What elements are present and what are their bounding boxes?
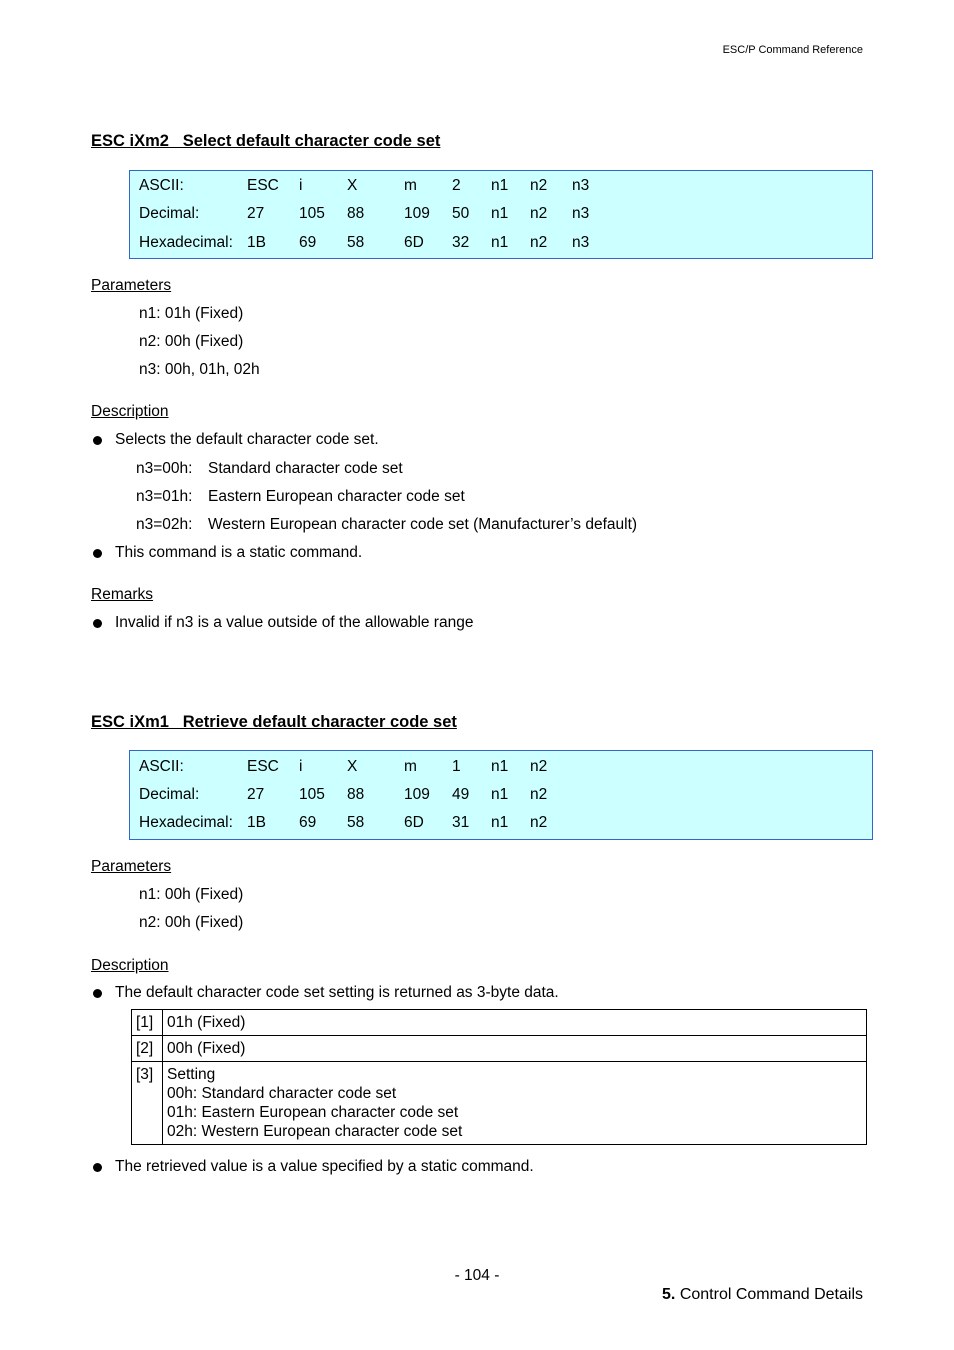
section2-parameters-heading: Parameters	[91, 858, 172, 875]
cmd-cell: i	[299, 177, 303, 194]
cmd-cell: n2	[530, 177, 548, 194]
chapter-footer	[662, 1286, 863, 1304]
table-value-line: 01h (Fixed)	[167, 1014, 246, 1031]
cmd-cell: 88	[347, 205, 365, 222]
table-index: [1]	[132, 1010, 163, 1036]
table-index: [3]	[132, 1062, 163, 1145]
cmd-cell: ESC	[247, 177, 279, 194]
cmd-cell: 109	[404, 205, 430, 222]
table-value-line: Setting	[167, 1066, 216, 1083]
section1-parameters-heading: Parameters	[91, 277, 172, 294]
row-label: Hexadecimal:	[139, 814, 233, 831]
cmd-cell: 58	[347, 814, 365, 831]
cmd-cell: n2	[530, 786, 548, 803]
cmd-cell: 2	[452, 177, 461, 194]
option-value: Eastern European character code set	[208, 488, 465, 505]
cmd-cell: n1	[491, 758, 509, 775]
cmd-cell: n2	[530, 758, 548, 775]
row-label: Decimal:	[139, 786, 200, 803]
cmd-cell: 49	[452, 786, 470, 803]
bullet-icon	[93, 1163, 102, 1172]
cmd-cell: n1	[491, 177, 509, 194]
cmd-cell: i	[299, 758, 303, 775]
cmd-cell: ESC	[247, 758, 279, 775]
cmd-cell: 27	[247, 786, 265, 803]
cmd-cell: 6D	[404, 814, 424, 831]
section1-param: n3: 00h, 01h, 02h	[139, 361, 260, 378]
section2-param: n2: 00h (Fixed)	[139, 914, 244, 931]
table-value	[163, 1010, 867, 1036]
table-value-line: 02h: Western European character code set	[167, 1123, 463, 1140]
cmd-cell: 31	[452, 814, 470, 831]
cmd-cell: 1B	[247, 234, 266, 251]
section2-param: n1: 00h (Fixed)	[139, 886, 244, 903]
section2-desc-bullet: The retrieved value is a value specified by a static command.	[115, 1158, 534, 1175]
table-row	[132, 1036, 867, 1062]
section1-command-box	[129, 170, 873, 259]
cmd-cell: n1	[491, 814, 509, 831]
table-row	[132, 1010, 867, 1036]
table-value	[163, 1036, 867, 1062]
section1-description-heading: Description	[91, 403, 169, 420]
option-key: n3=00h:	[136, 460, 193, 477]
cmd-cell: 109	[404, 786, 430, 803]
bullet-icon	[93, 619, 102, 628]
chapter-number: 5.	[662, 1286, 676, 1303]
row-label: Hexadecimal:	[139, 234, 233, 251]
option-key: n3=02h:	[136, 516, 193, 533]
cmd-cell: n1	[491, 786, 509, 803]
bullet-icon	[93, 436, 102, 445]
cmd-cell: n2	[530, 814, 548, 831]
header-reference: ESC/P Command Reference	[722, 44, 863, 56]
cmd-cell: n1	[491, 234, 509, 251]
option-value: Western European character code set (Manufacturer’s default)	[208, 516, 638, 533]
cmd-cell: n3	[572, 205, 590, 222]
section1-desc-bullet: This command is a static command.	[115, 544, 363, 561]
cmd-cell: 1B	[247, 814, 266, 831]
page-number: - 104 -	[454, 1267, 500, 1284]
chapter-title: Control Command Details	[675, 1286, 863, 1303]
cmd-cell: 58	[347, 234, 365, 251]
cmd-cell: 50	[452, 205, 470, 222]
cmd-cell: 27	[247, 205, 265, 222]
section1-title: ESC iXm2 Select default character code set	[91, 132, 441, 150]
cmd-cell: 105	[299, 786, 325, 803]
table-index: [2]	[132, 1036, 163, 1062]
section2-desc-bullet: The default character code set setting is returned as 3-byte data.	[115, 984, 559, 1001]
cmd-cell: X	[347, 758, 358, 775]
section2-description-heading: Description	[91, 957, 169, 974]
table-value-line: 01h: Eastern European character code set	[167, 1104, 459, 1121]
option-key: n3=01h:	[136, 488, 193, 505]
cmd-cell: 105	[299, 205, 325, 222]
return-data-table	[131, 1009, 867, 1145]
cmd-cell: 6D	[404, 234, 424, 251]
cmd-cell: n3	[572, 177, 590, 194]
section1-desc-bullet: Selects the default character code set.	[115, 431, 379, 448]
section2-title: ESC iXm1 Retrieve default character code set	[91, 713, 457, 731]
cmd-cell: n2	[530, 205, 548, 222]
section2-command-box	[129, 750, 873, 840]
section1-remarks-bullet: Invalid if n3 is a value outside of the allowable range	[115, 614, 474, 631]
cmd-cell: 69	[299, 234, 317, 251]
table-value-line: 00h (Fixed)	[167, 1040, 246, 1057]
cmd-cell: 88	[347, 786, 365, 803]
bullet-icon	[93, 989, 102, 998]
row-label: ASCII:	[139, 177, 184, 194]
section1-remarks-heading: Remarks	[91, 586, 154, 603]
table-row	[132, 1062, 867, 1145]
table-value-line: 00h: Standard character code set	[167, 1085, 397, 1102]
table-value	[163, 1062, 867, 1145]
section1-param: n2: 00h (Fixed)	[139, 333, 244, 350]
option-value: Standard character code set	[208, 460, 403, 477]
section1-param: n1: 01h (Fixed)	[139, 305, 244, 322]
cmd-cell: 32	[452, 234, 470, 251]
cmd-cell: X	[347, 177, 358, 194]
cmd-cell: 1	[452, 758, 461, 775]
cmd-cell: n1	[491, 205, 509, 222]
cmd-cell: n3	[572, 234, 590, 251]
row-label: ASCII:	[139, 758, 184, 775]
cmd-cell: n2	[530, 234, 548, 251]
row-label: Decimal:	[139, 205, 200, 222]
cmd-cell: m	[404, 177, 417, 194]
cmd-cell: 69	[299, 814, 317, 831]
cmd-cell: m	[404, 758, 417, 775]
bullet-icon	[93, 549, 102, 558]
